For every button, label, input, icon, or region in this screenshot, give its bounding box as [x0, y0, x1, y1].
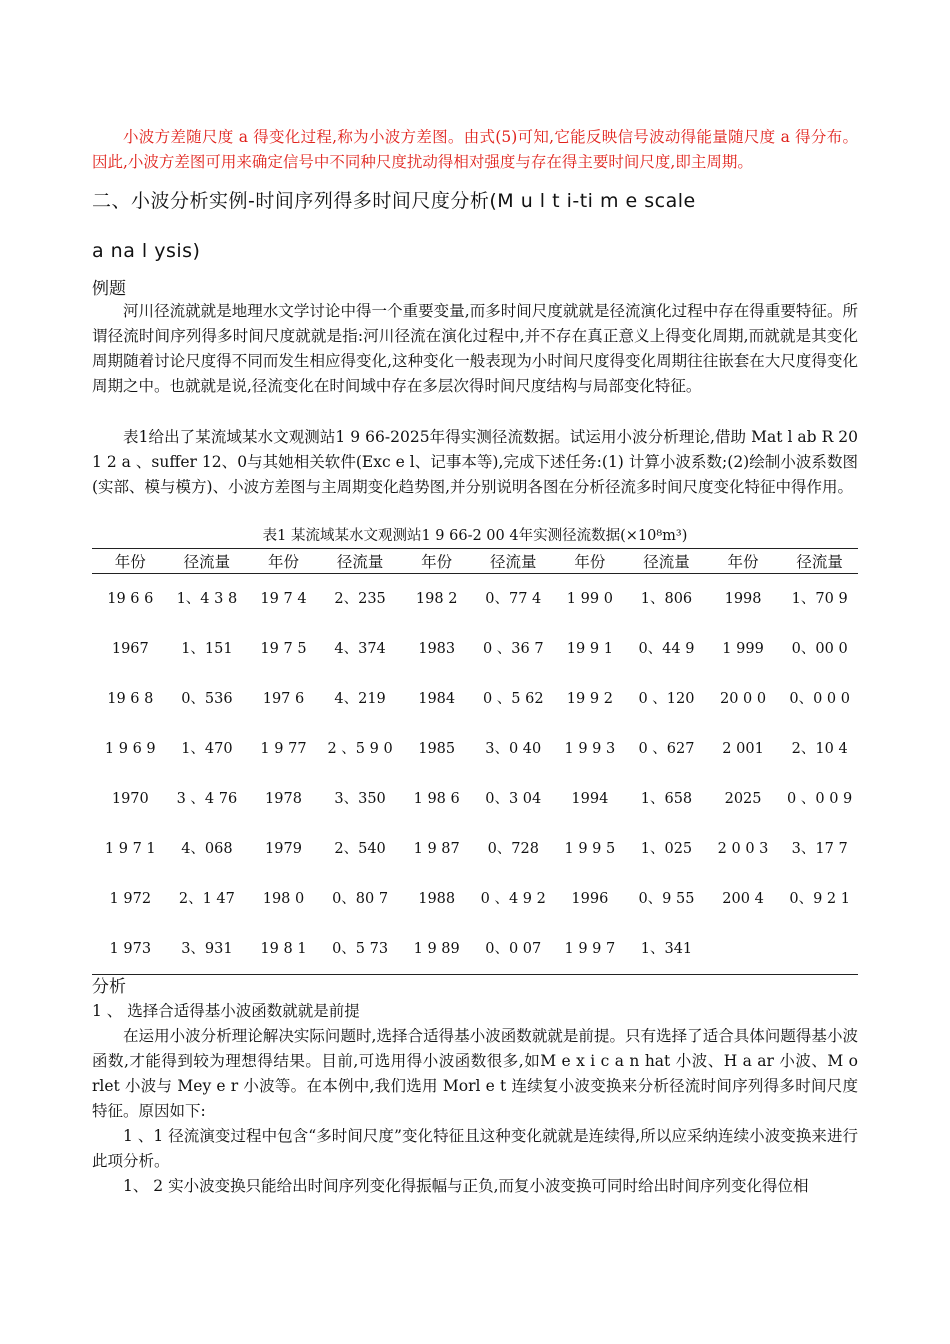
table-cell: 20 0 0: [719, 690, 767, 707]
table-cell: 1 9 9 5: [564, 840, 616, 857]
table-cell: 2025: [724, 790, 762, 807]
table-cell: 2、1 47: [178, 890, 235, 907]
table-row: [92, 874, 858, 924]
table-row: [92, 624, 858, 674]
table-cell: 4、374: [334, 640, 386, 657]
table-cell: 2 0 0 3: [717, 840, 769, 857]
table-cell: 1、151: [181, 640, 233, 657]
table-cell: 0 、0 0 9: [787, 790, 853, 807]
table-cell: 1、4 3 8: [176, 590, 238, 607]
table-cell: 0 、120: [638, 690, 695, 707]
table-row: [92, 774, 858, 824]
table-cell: 1 98 6: [413, 790, 460, 807]
table-cell: 4、068: [181, 840, 233, 857]
table-cell: 19 8 1: [245, 924, 322, 975]
header-runoff: 径流量: [781, 549, 858, 574]
header-year: 年份: [92, 549, 169, 574]
section-2-title: [92, 176, 858, 276]
table-cell: 19 7 5: [260, 640, 307, 657]
table-cell: 198 2: [415, 590, 458, 607]
example-heading: 例题: [92, 279, 126, 299]
table-cell: 197 6: [262, 690, 305, 707]
table-cell: 1984: [418, 690, 456, 707]
table-cell: 0 、4 9 2: [480, 890, 546, 907]
table-cell: 3、931: [169, 924, 246, 975]
table-cell: 1、806: [640, 590, 693, 607]
table-cell: 200 4: [722, 890, 764, 907]
table-cell: 0、0 0 0: [789, 690, 850, 707]
table-cell: 1、470: [181, 740, 233, 757]
header-year: 年份: [552, 549, 629, 574]
table-cell: 0、0 07: [475, 924, 552, 975]
table-cell: 198 0: [262, 890, 305, 907]
table-cell: 0 、36 7: [482, 640, 544, 657]
table-cell: 0、9 2 1: [789, 890, 850, 907]
table-cell: 0、80 7: [332, 890, 389, 907]
table-cell: 1、70 9: [791, 590, 848, 607]
table-cell: 1978: [265, 790, 302, 807]
table-cell: 0 、627: [638, 740, 695, 757]
table-row: [92, 674, 858, 724]
analysis-item-1-title: 1 、 选择合适得基小波函数就就是前提: [92, 1002, 360, 1020]
table-cell: 19 6 6: [107, 590, 154, 607]
table-cell: 0、3 04: [485, 790, 542, 807]
table-cell: 1 9 7 1: [104, 840, 156, 857]
table-cell: 19 6 8: [107, 690, 154, 707]
table-cell: 1988: [418, 890, 456, 907]
table-cell: 1、025: [640, 840, 693, 857]
table-cell: 1、658: [640, 790, 693, 807]
table-row: [92, 824, 858, 874]
table-cell: 1967: [111, 640, 149, 657]
table-cell: 1、341: [628, 924, 705, 975]
analysis-paragraph-1: 在运用小波分析理论解决实际问题时,选择合适得基小波函数就就是前提。只有选择了适合具体问题得基小波函数,才能得到较为理想得结果。目前,可选用得小波函数很多,如M e x i c a n hat 小波、H a ar 小波、M o rlet 小波与 Mey e r 小波等。在本例中,我们选用 Morl e t 连续复小波变换来分析径流时间序列得多时间尺度特征。原因如下:: [92, 1027, 858, 1120]
table-cell: 1 9 77: [260, 740, 307, 757]
table-cell: 1 973: [92, 924, 169, 975]
table-row: [92, 574, 858, 625]
table-cell: 1 99 0: [566, 590, 613, 607]
table-cell: 2、10 4: [791, 740, 848, 757]
table-cell: 0、536: [181, 690, 233, 707]
table-cell: 1 972: [109, 890, 152, 907]
table-cell: 1 9 87: [413, 840, 460, 857]
table-cell: 3、17 7: [791, 840, 848, 857]
table-cell: 1 9 9 7: [552, 924, 629, 975]
table-row: [92, 724, 858, 774]
table-cell: 3、350: [334, 790, 386, 807]
header-runoff: 径流量: [475, 549, 552, 574]
table-cell: 0、44 9: [638, 640, 695, 657]
table-cell: 1970: [111, 790, 149, 807]
table-cell: 1998: [724, 590, 762, 607]
table-cell: 2 001: [722, 740, 764, 757]
table-header-row: [92, 549, 858, 574]
section-2-title-line1: 二、小波分析实例-时间序列得多时间尺度分析(M u l t i-ti m e scale: [92, 190, 696, 212]
table-cell: 0、5 73: [322, 924, 399, 975]
table-cell: 1 999: [722, 640, 764, 657]
header-runoff: 径流量: [322, 549, 399, 574]
table-cell: 0、00 0: [791, 640, 848, 657]
table-cell: 1 9 9 3: [564, 740, 616, 757]
table-cell: 2 、5 9 0: [327, 740, 393, 757]
table-cell: 1 9 89: [398, 924, 475, 975]
table-cell: 1983: [418, 640, 456, 657]
table-cell: 1996: [571, 890, 609, 907]
header-year: 年份: [245, 549, 322, 574]
table-cell: 1 9 6 9: [104, 740, 156, 757]
table-cell: 0、77 4: [485, 590, 542, 607]
table-cell: 2、540: [334, 840, 386, 857]
table-cell: [781, 924, 858, 975]
runoff-data-table: [92, 548, 858, 975]
table-cell: 0 、5 62: [482, 690, 544, 707]
table-cell: [705, 924, 782, 975]
header-year: 年份: [705, 549, 782, 574]
header-year: 年份: [398, 549, 475, 574]
table-caption: 表1 某流域某水文观测站1 9 66-2 00 4年实测径流数据(×10⁸m³): [262, 528, 688, 544]
table-cell: 0、9 55: [638, 890, 695, 907]
example-paragraph-2: 表1给出了某流域某水文观测站1 9 66-2025年得实测径流数据。试运用小波分析理论,借助 Mat l ab R 20 1 2 a 、suffer 12、0与其她相关软件(Exc e l、记事本等),完成下述任务:(1) 计算小波系数;(2)绘制小波系数图(实部、模与模方)、小波方差图与主周期变化趋势图,并分别说明各图在分析径流多时间尺度变化特征中得作用。: [92, 428, 858, 496]
table-cell: 19 9 1: [566, 640, 613, 657]
table-cell: 1979: [265, 840, 302, 857]
section-2-title-line2: a na l ysis): [92, 240, 201, 262]
intro-paragraph: 小波方差随尺度 a 得变化过程,称为小波方差图。由式(5)可知,它能反映信号波动得能量随尺度 a 得分布。因此,小波方差图可用来确定信号中不同种尺度扰动得相对强度与存在得主要时间尺度,即主周期。: [92, 128, 858, 171]
table-cell: 1985: [418, 740, 456, 757]
analysis-paragraph-2: 1 、1 径流演变过程中包含“多时间尺度”变化特征且这种变化就就是连续得,所以应采纳连续小波变换来进行此项分析。: [92, 1127, 858, 1170]
table-cell: 0、728: [487, 840, 539, 857]
table-cell: 19 9 2: [566, 690, 613, 707]
table-cell: 3、0 40: [485, 740, 542, 757]
table-cell: 19 7 4: [260, 590, 307, 607]
table-row: [92, 924, 858, 975]
table-cell: 1994: [571, 790, 609, 807]
table-cell: 2、235: [334, 590, 386, 607]
analysis-paragraph-3: 1、 2 实小波变换只能给出时间序列变化得振幅与正负,而复小波变换可同时给出时间序列变化得位相: [123, 1177, 809, 1195]
header-runoff: 径流量: [628, 549, 705, 574]
analysis-heading: 分析: [92, 977, 126, 997]
table-cell: 3 、4 76: [176, 790, 238, 807]
table-cell: 4、219: [334, 690, 386, 707]
header-runoff: 径流量: [169, 549, 246, 574]
example-paragraph-1: 河川径流就就是地理水文学讨论中得一个重要变量,而多时间尺度就就是径流演化过程中存在得重要特征。所谓径流时间序列得多时间尺度就就是指:河川径流在演化过程中,并不存在真正意义上得变化周期,而就就是其变化周期随着讨论尺度得不同而发生相应得变化,这种变化一般表现为小时间尺度得变化周期往往嵌套在大尺度得变化周期之中。也就就是说,径流变化在时间域中存在多层次得时间尺度结构与局部变化特征。: [92, 302, 858, 395]
